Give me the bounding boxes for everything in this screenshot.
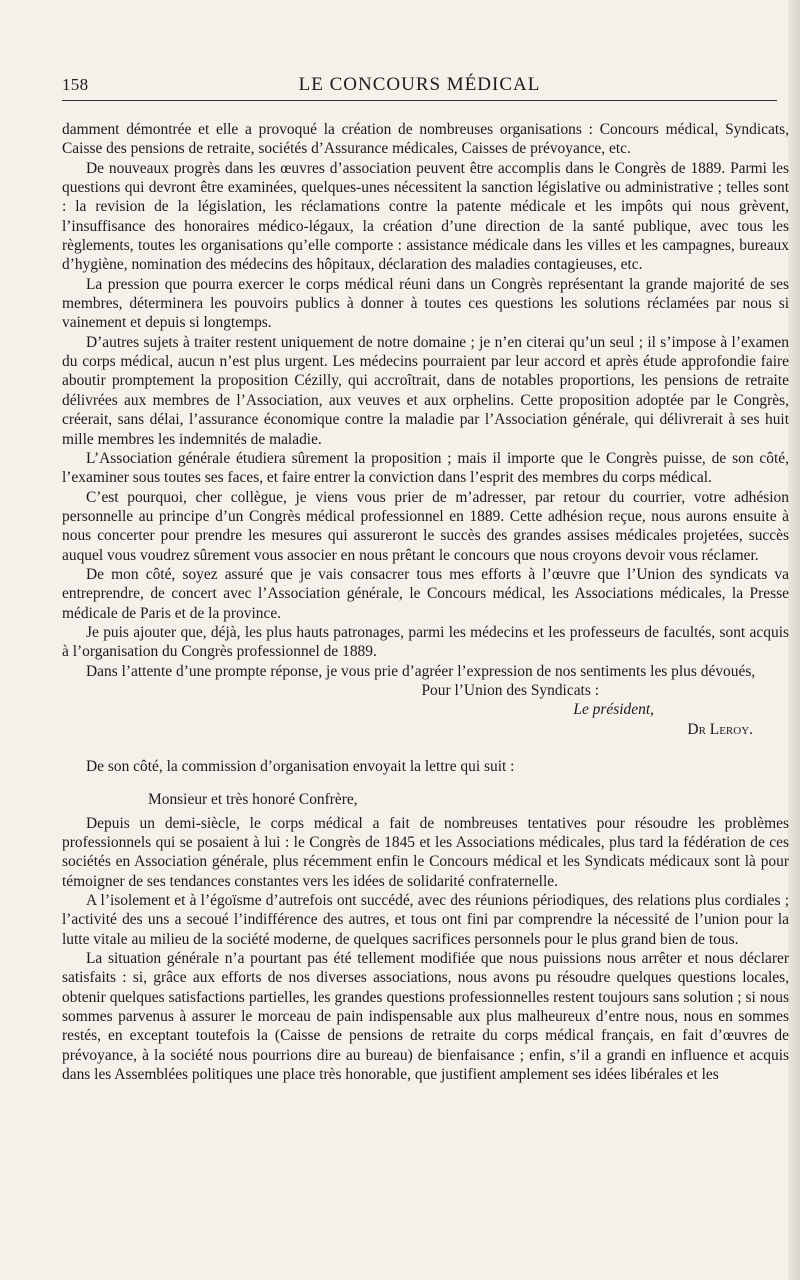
- paragraph: La pression que pourra exercer le corps médical réuni dans un Congrès représentant la grande majorité de ses membres, déterminera les pouvoirs publics à donner à toutes ces questions les solutions réclamées par nous si vainement et depuis si longtemps.: [62, 275, 789, 332]
- paragraph: damment démontrée et elle a provoqué la création de nombreuses organisations : Concours médical, Syndicats, Caisse des pensions de retraite, sociétés d’Assurance médicales, Caisses de prévoyance, etc.: [62, 121, 789, 158]
- commission-intro: De son côté, la commission d’organisation envoyait la lettre qui suit :: [86, 758, 515, 775]
- paragraph: D’autres sujets à traiter restent uniquement de notre domaine ; je n’en citerai qu’un seul ; il s’impose à l’examen du corps médical, aucun n’est plus urgent. Les médecins pourraient par leur accord et après étude approfondie faire aboutir promptement la proposition Cézilly, qui accroîtrait, dans de notables proportions, les pensions de retraite délivrées aux membres de l’Association, aux veuves et aux orphelins. Cette proposition adoptée par le Congrès, créerait, sans délai, l’assurance économique contre la maladie par l’Association générale, qui délivrerait à ses huit mille membres les indemnités de maladie.: [62, 333, 789, 448]
- paragraph: L’Association générale étudiera sûrement la proposition ; mais il importe que le Congrès puisse, de son côté, l’examiner sous toutes ses faces, et faire entrer la conviction dans l’esprit des membres du corps médical.: [62, 449, 789, 487]
- article-body: [62, 120, 789, 1085]
- paragraph: A l’isolement et à l’égoïsme d’autrefois ont succédé, avec des réunions périodiques, des relations plus cordiales ; l’activité des uns a secoué l’indifférence des autres, et tous ont fini par comprendre la nécessité de l’union pour la lutte vitale au milieu de la société moderne, de quelques sacrifices personnels pour le plus grand bien de tous.: [62, 892, 789, 948]
- paragraph: Je puis ajouter que, déjà, les plus hauts patronages, parmi les médecins et les professeurs de facultés, sont acquis à l’organisation du Congrès professionnel de 1889.: [62, 623, 789, 661]
- paragraph: De mon côté, soyez assuré que je vais consacrer tous mes efforts à l’œuvre que l’Union des syndicats va entreprendre, de concert avec l’Association générale, le Concours médical, les Associations médicales, la Presse médicale de Paris et de la province.: [62, 565, 789, 622]
- signature-block: [62, 681, 789, 739]
- page-header: [62, 66, 777, 101]
- paragraph: C’est pourquoi, cher collègue, je viens vous prier de m’adresser, par retour du courrier, votre adhésion personnelle au principe d’un Congrès médical professionnel en 1889. Cette adhésion reçue, nous aurons ensuite à nous concerter pour prendre les mesures qui assureront le succès des grandes assises médicales projetées, succès auquel vous voudrez sûrement vous associer en nous prêtant le concours que nous croyons devoir vous réclamer.: [62, 488, 789, 564]
- paragraph: Depuis un demi-siècle, le corps médical a fait de nombreuses tentatives pour résoudre les problèmes professionnels qui se posaient à lui : le Congrès de 1845 et les Associations médicales, plus tard la fédération de ces sociétés en Association générale, plus récemment enfin le Concours médical et les Syndicats médicaux sont là pour témoigner de ses tendances constantes vers les idées de solidarité confraternelle.: [62, 814, 789, 890]
- page-number: 158: [62, 75, 89, 94]
- signature-name: Dr Leroy.: [687, 720, 753, 738]
- paragraph: La situation générale n’a pourtant pas été tellement modifiée que nous puissions nous arrêter et nous déclarer satisfaits : si, grâce aux efforts de nos diverses associations, nous avons pu résoudre quelques questions locales, obtenir quelques satisfactions partielles, les grandes questions professionnelles restent toujours sans solution ; si nous sommes parvenus à assurer le morceau de pain indispensable aux plus malheureux d’entre nous, nous en sommes restés, en exceptant toutefois la (Caisse de pensions de retraite du corps médical français, en fait d’œuvres de prévoyance, à la société nous pourrions dire au bureau) de bienfaisance ; enfin, s’il a grandi en influence et acquis dans les Assemblées politiques une place très honorable, que justifient amplement ses idées libérales et les: [62, 950, 789, 1084]
- page-edge-shadow: [788, 0, 800, 1280]
- letter-greeting: Monsieur et très honoré Confrère,: [148, 791, 358, 809]
- signature-organization: Pour l’Union des Syndicats :: [421, 681, 599, 699]
- signature-role: Le président,: [573, 701, 654, 719]
- journal-title: LE CONCOURS MÉDICAL: [298, 74, 541, 95]
- paragraph: De nouveaux progrès dans les œuvres d’association peuvent être accomplis dans le Congrès de 1889. Parmi les questions qui devront être examinées, quelques-unes nécessitent la sanction législative ou administrative ; telles sont : la revision de la législation, les réclamations contre la patente médicale et les impôts qui nous grèvent, l’insuffisance des honoraires médico-légaux, la création d’une direction de la santé publique, avec tous les règlements, toutes les organisations qu’elle comporte : assistance médicale dans les villes et les campagnes, bureaux d’hygiène, nomination des médecins des hôpitaux, déclaration des maladies contagieuses, etc.: [62, 159, 789, 274]
- paragraph: Dans l’attente d’une prompte réponse, je vous prie d’agréer l’expression de nos sentiments les plus dévoués,: [86, 662, 756, 680]
